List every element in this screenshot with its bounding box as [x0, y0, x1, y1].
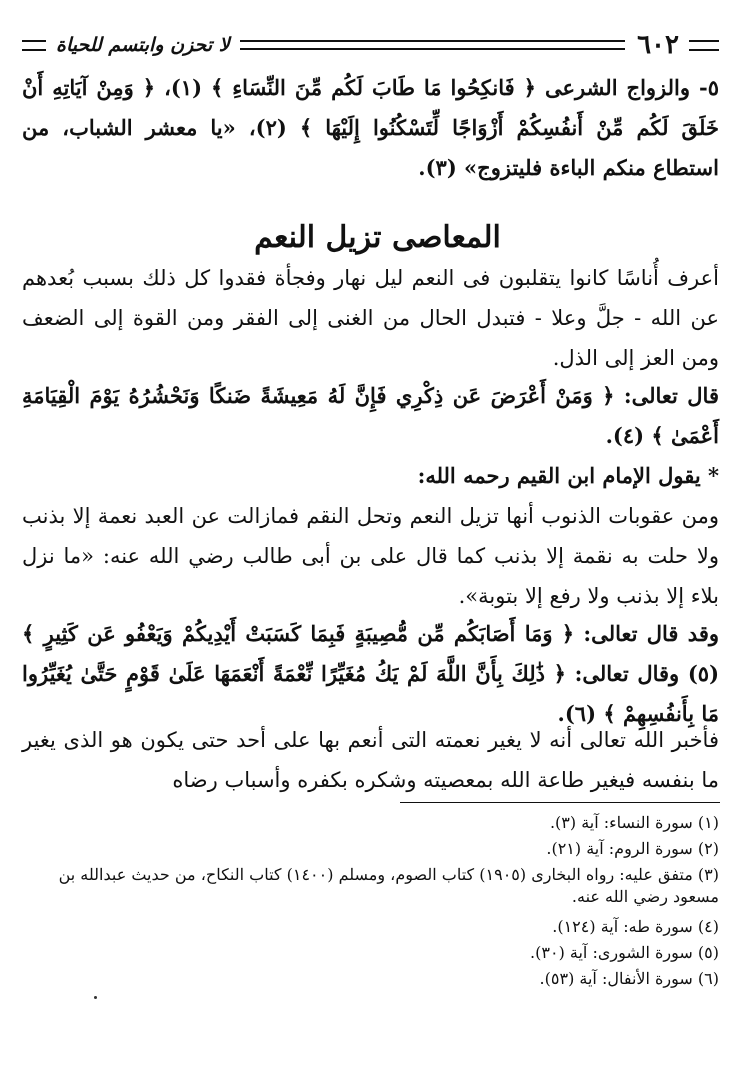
- header-ornament-right: [689, 40, 719, 51]
- footnote-2: (٢) سورة الروم: آية (٢١).: [546, 839, 719, 858]
- footnote-6: (٦) سورة الأنفال: آية (٥٣).: [539, 969, 719, 988]
- footnote-separator: [400, 802, 720, 803]
- footnote-5: (٥) سورة الشورى: آية (٣٠).: [530, 943, 719, 962]
- footnote-4: (٤) سورة طه: آية (١٢٤).: [552, 917, 719, 936]
- header-ornament-left: [22, 40, 46, 51]
- header-rule: [240, 40, 626, 50]
- section-title: المعاصى تزيل النعم: [254, 220, 501, 255]
- print-speck: [94, 996, 97, 999]
- paragraph-1: أعرف أُناسًا كانوا يتقلبون فى النعم ليل نهار وفجأة فقدوا كل ذلك بسبب بُعدهم عن الله - جلَّ وعلا - فتبدل الحال من الغنى إلى الفقر ومن القوة إلى الضعف ومن العز إلى الذل.: [22, 266, 719, 370]
- intro-paragraph: ٥- والزواج الشرعى ﴿ فَانكِحُوا مَا طَابَ لَكُم مِّنَ النِّسَاءِ ﴾ (١)، ﴿ وَمِنْ آيَاتِهِ أَنْ خَلَقَ لَكُم مِّنْ أَنفُسِكُمْ أَزْوَاجًا لِّتَسْكُنُوا إِلَيْهَا ﴾ (٢)، «يا معشر الشباب، من استطاع منكم الباءة فليتزوج» (٣).: [22, 75, 719, 180]
- footnote-1: (١) سورة النساء: آية (٣).: [549, 813, 719, 832]
- book-title: لا تحزن وابتسم للحياة: [56, 34, 230, 56]
- paragraph-3-heading: * يقول الإمام ابن القيم رحمه الله:: [417, 463, 719, 488]
- footnote-3: (٣) متفق عليه: رواه البخارى (١٩٠٥) كتاب الصوم، ومسلم (١٤٠٠) كتاب النكاح، من حديث عبدالله بن مسعود رضي الله عنه.: [58, 865, 719, 906]
- page-number: ٦٠٢: [637, 30, 679, 60]
- paragraph-5-verses: وقد قال تعالى: ﴿ وَمَا أَصَابَكُم مِّن مُّصِيبَةٍ فَبِمَا كَسَبَتْ أَيْدِيكُمْ وَيَعْفُو عَن كَثِيرٍ ﴾ (٥) وقال تعالى: ﴿ ذَٰلِكَ بِأَنَّ اللَّهَ لَمْ يَكُ مُغَيِّرًا نِّعْمَةً أَنْعَمَهَا عَلَىٰ قَوْمٍ حَتَّىٰ يُغَيِّرُوا مَا بِأَنفُسِهِمْ ﴾ (٦).: [22, 621, 719, 726]
- paragraph-4: ومن عقوبات الذنوب أنها تزيل النعم وتحل النقم فمازالت عن العبد نعمة إلا بذنب ولا حلت به نقمة إلا بذنب كما قال على بن أبى طالب رضي الله عنه: «ما نزل بلاء إلا بذنب ولا رفع إلا بتوبة».: [22, 504, 719, 608]
- page-header: [22, 30, 719, 60]
- paragraph-2-verse: قال تعالى: ﴿ وَمَنْ أَعْرَضَ عَن ذِكْرِي فَإِنَّ لَهُ مَعِيشَةً ضَنكًا وَنَحْشُرُهُ يَوْمَ الْقِيَامَةِ أَعْمَىٰ ﴾ (٤).: [22, 383, 719, 448]
- paragraph-6: فأخبر الله تعالى أنه لا يغير نعمته التى أنعم بها على أحد حتى يكون هو الذى يغير ما بنفسه فيغير طاعة الله بمعصيته وشكره بكفره وأسباب رضاه: [22, 728, 719, 792]
